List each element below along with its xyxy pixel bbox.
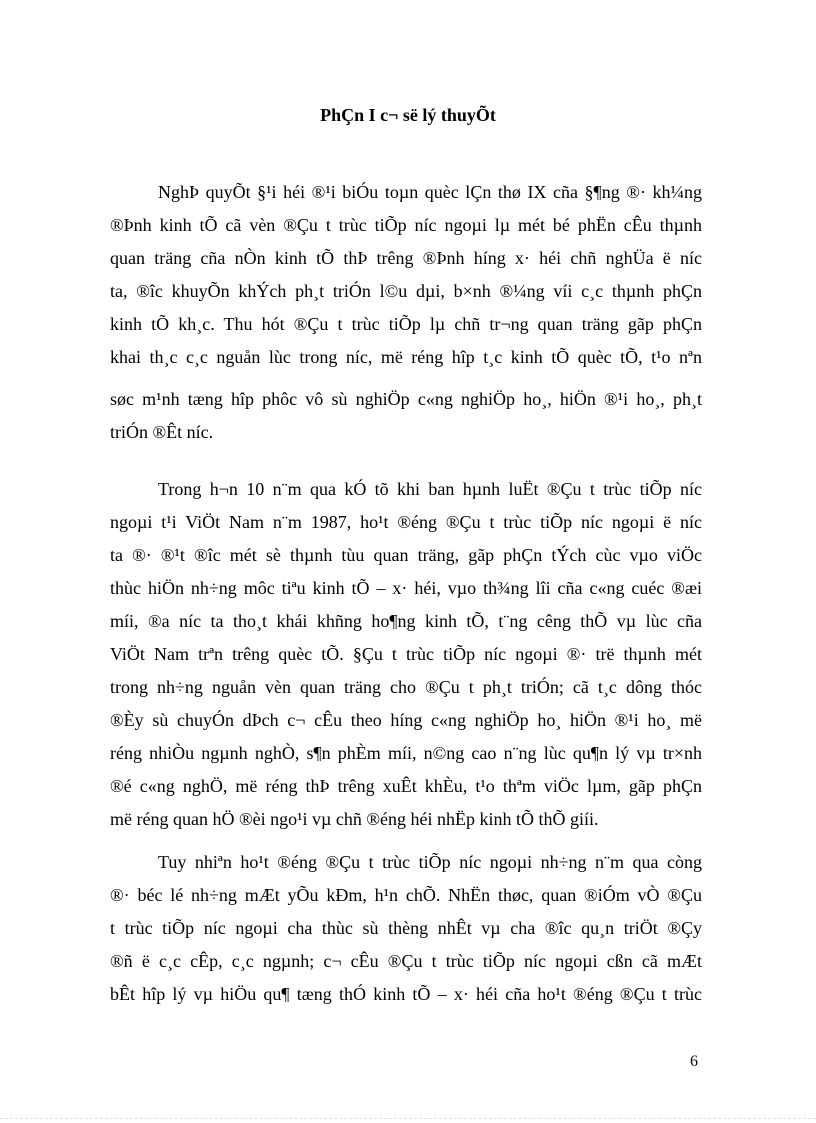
- paragraph-line: t trùc tiÕp níc ngoµi cha thùc sù thèng nhÊt vµ cha ®îc qu¸n triÖt ®Çy: [110, 918, 702, 938]
- paragraph-line: Trong h¬n 10 n¨m qua kÓ tõ khi ban hµnh luËt ®Çu t trùc tiÕp níc: [158, 479, 702, 499]
- paragraph-line: trong nh÷ng nguån vèn quan träng cho ®Çu t ph¸t triÓn; cã t¸c dông thóc: [110, 677, 702, 697]
- paragraph-line: triÓn ®Êt níc.: [110, 422, 214, 442]
- paragraph-line: kinh tÕ kh¸c. Thu hót ®Çu t trùc tiÕp lµ chñ tr¬ng quan träng gãp phÇn: [110, 314, 702, 334]
- paragraph-line: bÊt hîp lý vµ hiÖu qu¶ tæng thÓ kinh tÕ – x· héi cña ho¹t ®éng ®Çu t trùc: [110, 984, 702, 1004]
- paragraph-line: quan träng cña nÒn kinh tÕ thÞ trêng ®Þnh híng x· héi chñ nghÜa ë níc: [110, 248, 702, 268]
- paragraph-line: réng nhiÒu ngµnh nghÒ, s¶n phÈm míi, n©ng cao n¨ng lùc qu¶n lý vµ tr×nh: [110, 743, 702, 763]
- paragraph-line: ®ñ ë c¸c cÊp, c¸c ngµnh; c¬ cÊu ®Çu t trùc tiÕp níc ngoµi cßn cã mÆt: [110, 951, 702, 971]
- paragraph-line: søc m¹nh tæng hîp phôc vô sù nghiÖp c«ng nghiÖp ho¸, hiÖn ®¹i ho¸, ph¸t: [110, 389, 702, 409]
- paragraph-line: ngoµi t¹i ViÖt Nam n¨m 1987, ho¹t ®éng ®Çu t trùc tiÕp níc ngoµi ë níc: [110, 512, 702, 532]
- paragraph-line: Tuy nhiªn ho¹t ®éng ®Çu t trùc tiÕp níc ngoµi nh÷ng n¨m qua còng: [158, 852, 702, 872]
- paragraph-line: míi, ®a níc ta tho¸t khái khñng ho¶ng kinh tÕ, t¨ng cêng thÕ vµ lùc cña: [110, 611, 702, 631]
- paragraph-line: ®· béc lé nh÷ng mÆt yÕu kÐm, h¹n chÕ. NhËn thøc, quan ®iÓm vÒ ®Çu: [110, 885, 702, 905]
- paragraph-line: NghÞ quyÕt §¹i héi ®¹i biÓu toµn quèc lÇn thø IX cña §¶ng ®· kh¼ng: [158, 182, 702, 202]
- section-title: PhÇn I c¬ së lý thuyÕt: [320, 105, 496, 125]
- paragraph-line: ®é c«ng nghÖ, më réng thÞ trêng xuÊt khÈu, t¹o thªm viÖc lµm, gãp phÇn: [110, 776, 702, 796]
- page-number: 6: [690, 1053, 698, 1070]
- paragraph-line: më réng quan hÖ ®èi ngo¹i vµ chñ ®éng héi nhËp kinh tÕ thÕ giíi.: [110, 809, 599, 829]
- page-bottom-divider: [0, 1118, 816, 1119]
- paragraph-line: khai th¸c c¸c nguån lùc trong níc, më réng hîp t¸c kinh tÕ quèc tÕ, t¹o nªn: [110, 347, 702, 367]
- paragraph-line: thùc hiÖn nh÷ng môc tiªu kinh tÕ – x· héi, vµo th¾ng lîi cña c«ng cuéc ®æi: [110, 578, 702, 598]
- paragraph-line: ta, ®îc khuyÕn khÝch ph¸t triÓn l©u dµi, b×nh ®¼ng víi c¸c thµnh phÇn: [110, 281, 702, 301]
- paragraph-line: ViÖt Nam trªn trêng quèc tÕ. §Çu t trùc tiÕp níc ngoµi ®· trë thµnh mét: [110, 644, 702, 664]
- paragraph-line: ®Èy sù chuyÓn dÞch c¬ cÊu theo híng c«ng nghiÖp ho¸ hiÖn ®¹i ho¸ më: [110, 710, 702, 730]
- paragraph-line: ta ®· ®¹t ®îc mét sè thµnh tùu quan träng, gãp phÇn tÝch cùc vµo viÖc: [110, 545, 702, 565]
- paragraph-line: ®Þnh kinh tÕ cã vèn ®Çu t trùc tiÕp níc ngoµi lµ mét bé phËn cÊu thµnh: [110, 215, 702, 235]
